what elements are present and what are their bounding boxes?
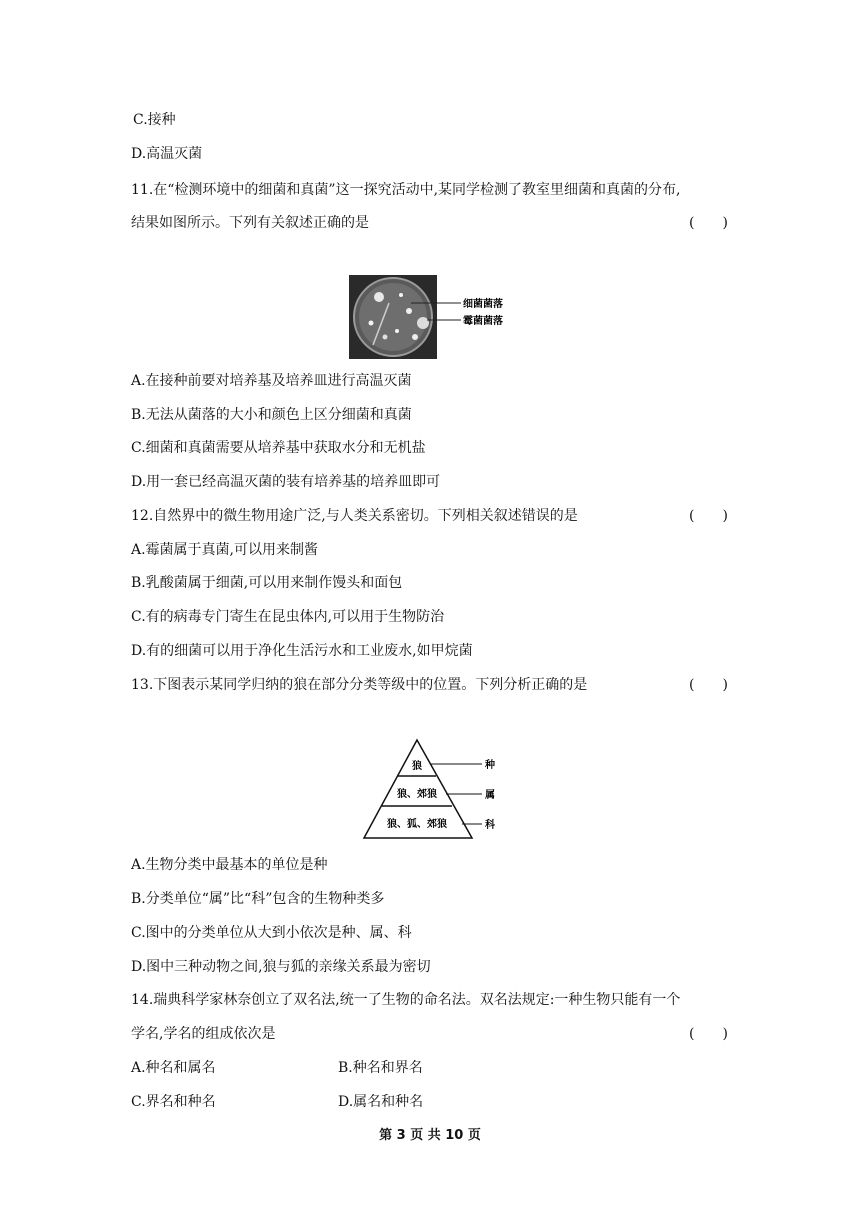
colony <box>369 321 374 326</box>
tier-family-animals: 狼、狐、郊狼 <box>387 819 447 830</box>
rank-species-label: 种 <box>485 760 495 771</box>
q14-option-d: D.属名和种名 <box>338 1094 424 1110</box>
q11-stem-line2: 结果如图所示。下列有关叙述正确的是 <box>131 215 369 231</box>
q11-stem-line1: 11.在“检测环境中的细菌和真菌”这一探究活动中,某同学检测了教室里细菌和真菌的分布, <box>131 182 681 198</box>
culture-medium <box>359 283 427 351</box>
colony <box>417 317 429 329</box>
tier-genus-animals: 狼、郊狼 <box>397 789 437 800</box>
q11-option-d: D.用一套已经高温灭菌的装有培养基的培养皿即可 <box>131 474 441 490</box>
colony <box>383 335 388 340</box>
q14-answer-paren: ( ) <box>689 1026 728 1042</box>
q11-option-a: A.在接种前要对培养基及培养皿进行高温灭菌 <box>131 373 412 389</box>
q10-option-d: D.高温灭菌 <box>131 146 203 162</box>
colony <box>412 334 418 340</box>
q11-option-c: C.细菌和真菌需要从培养基中获取水分和无机盐 <box>131 440 426 456</box>
q12-option-b: B.乳酸菌属于细菌,可以用来制作馒头和面包 <box>131 575 403 591</box>
page-number-footer: 第 3 页 共 10 页 <box>379 1128 481 1143</box>
petri-dish-figure <box>349 275 519 359</box>
label-mold-colony: 霉菌菌落 <box>463 316 503 327</box>
q14-option-a: A.种名和属名 <box>131 1060 216 1076</box>
q11-answer-paren: ( ) <box>689 215 728 231</box>
colony <box>406 308 412 314</box>
petri-dish-svg <box>349 275 519 359</box>
q12-answer-paren: ( ) <box>689 508 728 524</box>
q12-option-c: C.有的病毒专门寄生在昆虫体内,可以用于生物防治 <box>131 609 445 625</box>
q13-stem: 13.下图表示某同学归纳的狼在部分分类等级中的位置。下列分析正确的是 <box>131 677 588 693</box>
q14-stem-line2: 学名,学名的组成依次是 <box>131 1026 276 1042</box>
colony <box>374 292 384 302</box>
rank-genus-label: 属 <box>485 790 495 801</box>
q14-option-b: B.种名和界名 <box>338 1060 423 1076</box>
q13-option-c: C.图中的分类单位从大到小依次是种、属、科 <box>131 925 412 941</box>
q13-answer-paren: ( ) <box>689 677 728 693</box>
classification-pyramid-figure <box>360 738 510 842</box>
label-bacteria-colony: 细菌菌落 <box>463 299 503 310</box>
q11-option-b: B.无法从菌落的大小和颜色上区分细菌和真菌 <box>131 407 412 423</box>
q12-option-d: D.有的细菌可以用于净化生活污水和工业废水,如甲烷菌 <box>131 643 473 659</box>
colony <box>399 293 403 297</box>
q13-option-a: A.生物分类中最基本的单位是种 <box>131 857 328 873</box>
q12-stem: 12.自然界中的微生物用途广泛,与人类关系密切。下列相关叙述错误的是 <box>131 508 578 524</box>
tier-species-animals: 狼 <box>412 761 422 772</box>
pyramid-svg <box>360 738 510 842</box>
q14-stem-line1: 14.瑞典科学家林奈创立了双名法,统一了生物的命名法。双名法规定:一种生物只能有一个 <box>131 992 681 1008</box>
q14-option-c: C.界名和种名 <box>131 1094 216 1110</box>
q12-option-a: A.霉菌属于真菌,可以用来制酱 <box>131 542 319 558</box>
colony <box>395 329 399 333</box>
q13-option-d: D.图中三种动物之间,狼与狐的亲缘关系最为密切 <box>131 959 431 975</box>
rank-family-label: 科 <box>485 820 495 831</box>
q13-option-b: B.分类单位“属”比“科”包含的生物种类多 <box>131 891 385 907</box>
q10-option-c: C.接种 <box>133 112 176 128</box>
